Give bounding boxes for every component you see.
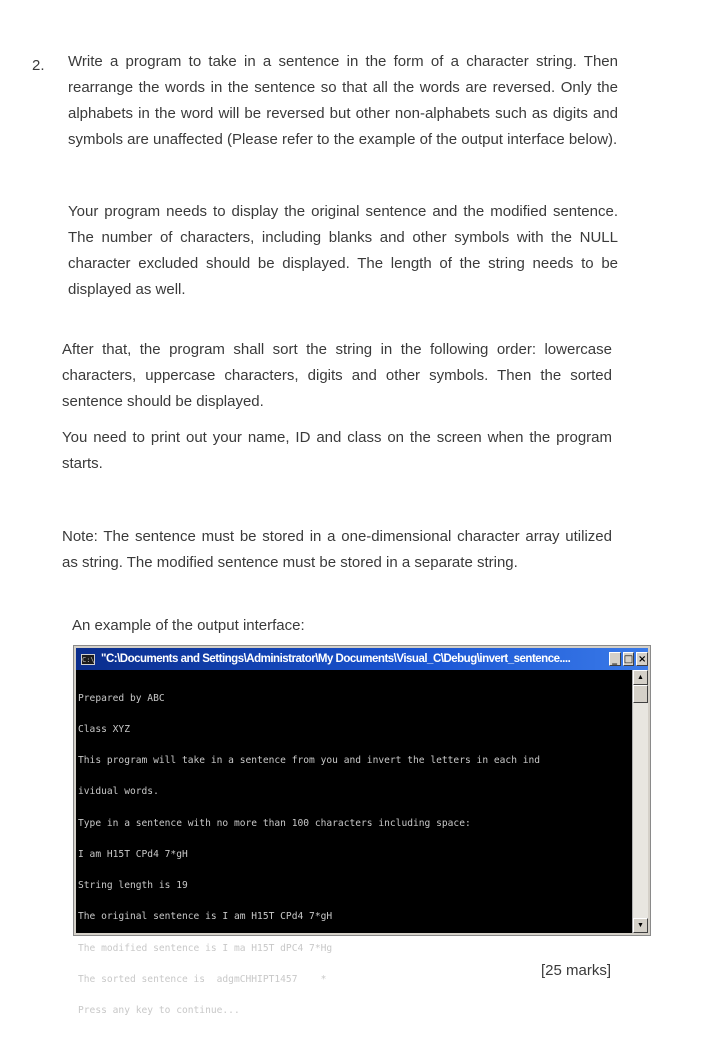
console-line: This program will take in a sentence from you and invert the letters in each ind [78, 755, 541, 767]
paragraph-display-requirements: Your program needs to display the original sentence and the modified sentence. The number of characters, including blanks and other symbols with the NULL character excluded should be displayed. The length of the string needs to be displayed as well. [68, 203, 618, 298]
paragraph-sorting: After that, the program shall sort the string in the following order: lowercase characters, uppercase characters, digits and other symbols. Then the sorted sentence should be displayed. [62, 341, 612, 410]
console-app-icon[interactable]: C:\ [82, 655, 95, 664]
close-button[interactable]: × [637, 654, 647, 665]
console-line: Press any key to continue... [78, 1005, 240, 1016]
minimize-button[interactable]: _ [609, 652, 621, 666]
paragraph-print-name: You need to print out your name, ID and class on the screen when the program starts. [62, 429, 612, 472]
console-titlebar[interactable] [76, 648, 648, 670]
paragraph-note: Note: The sentence must be stored in a one-dimensional character array utilized as string. The modified sentence must be stored in a separate string. [62, 528, 612, 571]
scroll-down-arrow-icon[interactable]: ▼ [633, 918, 648, 933]
console-line: I am H15T CPd4 7*gH [78, 848, 188, 860]
console-line: String length is 19 [78, 880, 188, 892]
scroll-up-arrow-icon[interactable]: ▲ [633, 670, 648, 685]
console-line: Type in a sentence with no more than 100 characters including space: [78, 817, 471, 829]
console-line: Class XYZ [78, 724, 130, 736]
console-line: The original sentence is I am H15T CPd4 7*gH [78, 911, 333, 923]
maximize-button[interactable]: □ [623, 654, 634, 665]
console-line: The modified sentence is I ma H15T dPC4 7*Hg [78, 942, 333, 954]
marks-label: [25 marks] [541, 962, 612, 979]
scrollbar-thumb[interactable] [633, 685, 648, 703]
paragraph-task: Write a program to take in a sentence in the form of a character string. Then rearrange the words in the sentence so that all the words are reversed. Only the alphabets in the word will be reversed but other non-alphabets such as digits and symbols are unaffected (Please refer to the example of the output interface below). [68, 53, 618, 148]
vertical-scrollbar[interactable] [632, 670, 648, 933]
console-line: ividual words. [78, 786, 159, 798]
question-number: 2. [32, 57, 45, 74]
console-line: The sorted sentence is adgmCHHIPT1457 * [78, 973, 327, 985]
console-title: "C:\Documents and Settings\Administrator\My Documents\Visual_C\Debug\invert_sentence.... [101, 653, 571, 665]
example-caption: An example of the output interface: [72, 617, 305, 634]
console-line: Prepared by ABC [78, 692, 165, 704]
